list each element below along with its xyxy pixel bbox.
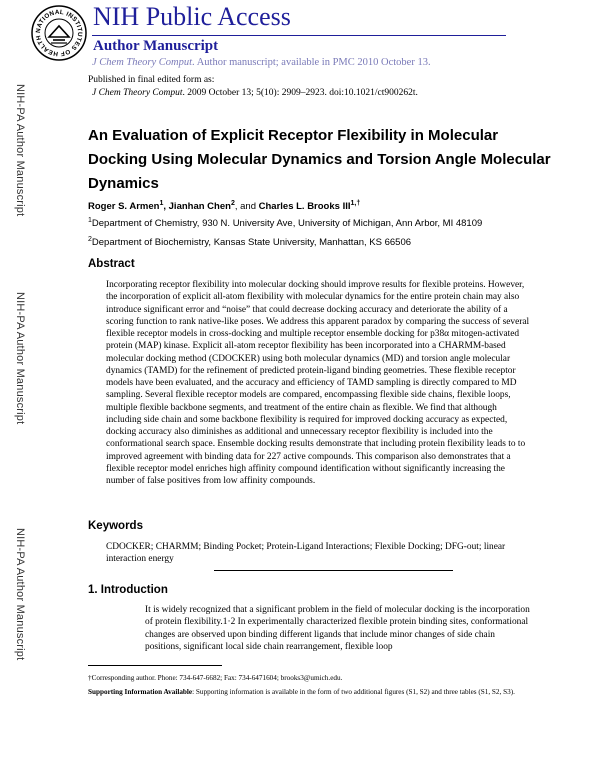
svg-text:NATIONAL INSTITUTES OF HEALTH: NATIONAL INSTITUTES OF HEALTH (34, 8, 84, 58)
availability-line: J Chem Theory Comput. Author manuscript; available in PMC 2010 October 13. (92, 57, 431, 68)
section-rule (214, 570, 453, 571)
abstract-text: Incorporating receptor flexibility into molecular docking should improve results for flexible proteins. However, the incorporation of explicit all-atom flexibility with molecular dynamics for the entire protein chain may also introduce significant error and “noise” that could decrease docking accuracy and deteriorate the ability of a scoring function to rank native-like poses. We address this apparent paradox by comparing the success of several flexible receptor models in cross-docking and multiple receptor ensemble docking for p38α mitogen-activated protein (MAP) kinase. Explicit all-atom receptor flexibility has been incorporated into a CHARMM-based molecular docking method (CDOCKER) using both molecular dynamics (MD) and torsion angle molecular dynamics (TAMD) for the refinement of predicted protein-ligand binding geometries. These flexible receptor models have been evaluated, and the accuracy and efficiency of TAMD sampling is directly compared to MD sampling. Several flexible receptor models are compared, encompassing flexible side chains, flexible loops, multiple flexible backbone segments, and treatment of the entire chain as flexible. We find that although including side chain and some backbone flexibility is required for improved docking accuracy as expected, docking accuracy also diminishes as additional and unnecessary receptor flexibility is included into the conformational search space. Ensemble docking results demonstrate that including protein flexibility leads to to improved agreement with binding data for 227 active compounds. This comparison also demonstrates that a flexible receptor model enriches high affinity compound identification without significantly increasing the number of false positives from low affinity compounds. (106, 280, 530, 486)
footnote-rule (88, 665, 222, 666)
side-watermark: NIH-PA Author Manuscript (14, 84, 26, 217)
nih-public-access-title: NIH Public Access (93, 2, 291, 31)
author-list: Roger S. Armen$^1$, Jianhan Chen$^2$, and Charles L. Brooks $III^{1,\dagger}$ (88, 200, 361, 213)
author: Roger S. Armen (88, 201, 160, 213)
affiliation: $^1$Department of Chemistry, 930 N. University Ave, University of Michigan, Ann Arbor, MI 48109 (88, 217, 483, 230)
side-watermark: NIH-PA Author Manuscript (14, 528, 26, 661)
abstract-heading: Abstract (88, 258, 135, 270)
header-rule (92, 35, 506, 36)
nih-seal-icon (30, 4, 88, 62)
affiliation: $^2$Department of Biochemistry, Kansas State University, Manhattan, KS 66506 (88, 236, 412, 249)
author: Jianhan Chen (168, 201, 231, 213)
keywords-heading: Keywords (88, 520, 143, 532)
keywords-text: CDOCKER; CHARMM; Binding Pocket; Protein-Ligand Interactions; Flexible Docking; DFG-out; linear interaction energy (106, 542, 506, 565)
citation: J Chem Theory Comput. 2009 October 13; 5(10): 2909–2923. doi:10.1021/ct900262t. (92, 88, 418, 98)
side-watermark: NIH-PA Author Manuscript (14, 292, 26, 425)
published-label: Published in final edited form as: (88, 75, 215, 85)
corresponding-author-footnote: †Corresponding author. Phone: 734-647-6682; Fax: 734-6471604; brooks3@umich.edu. (88, 674, 343, 682)
introduction-text: It is widely recognized that a significant problem in the field of molecular docking is the incorporation of protein flexibility.1·2 In experimentally characterized flexible protein binding sites, conformational changes are observed upon binding different ligands that include minor changes of side chain positions, significant local side chain rearrangement, flexible loop (145, 605, 530, 652)
introduction-heading: 1. Introduction (88, 584, 168, 596)
supporting-info-footnote: Supporting Information Available: Supporting information is available in the form of two additional figures (S1, S2) and three tables (S1, S2, S3). (88, 688, 515, 696)
author-manuscript-label: Author Manuscript (93, 38, 219, 54)
nih-logo (30, 4, 88, 62)
author: Charles L. Brooks III (258, 201, 351, 213)
article-title: An Evaluation of Explicit Receptor Flexibility in Molecular Docking Using Molecular Dynamics and Torsion Angle Molecular Dynamics (88, 127, 551, 192)
